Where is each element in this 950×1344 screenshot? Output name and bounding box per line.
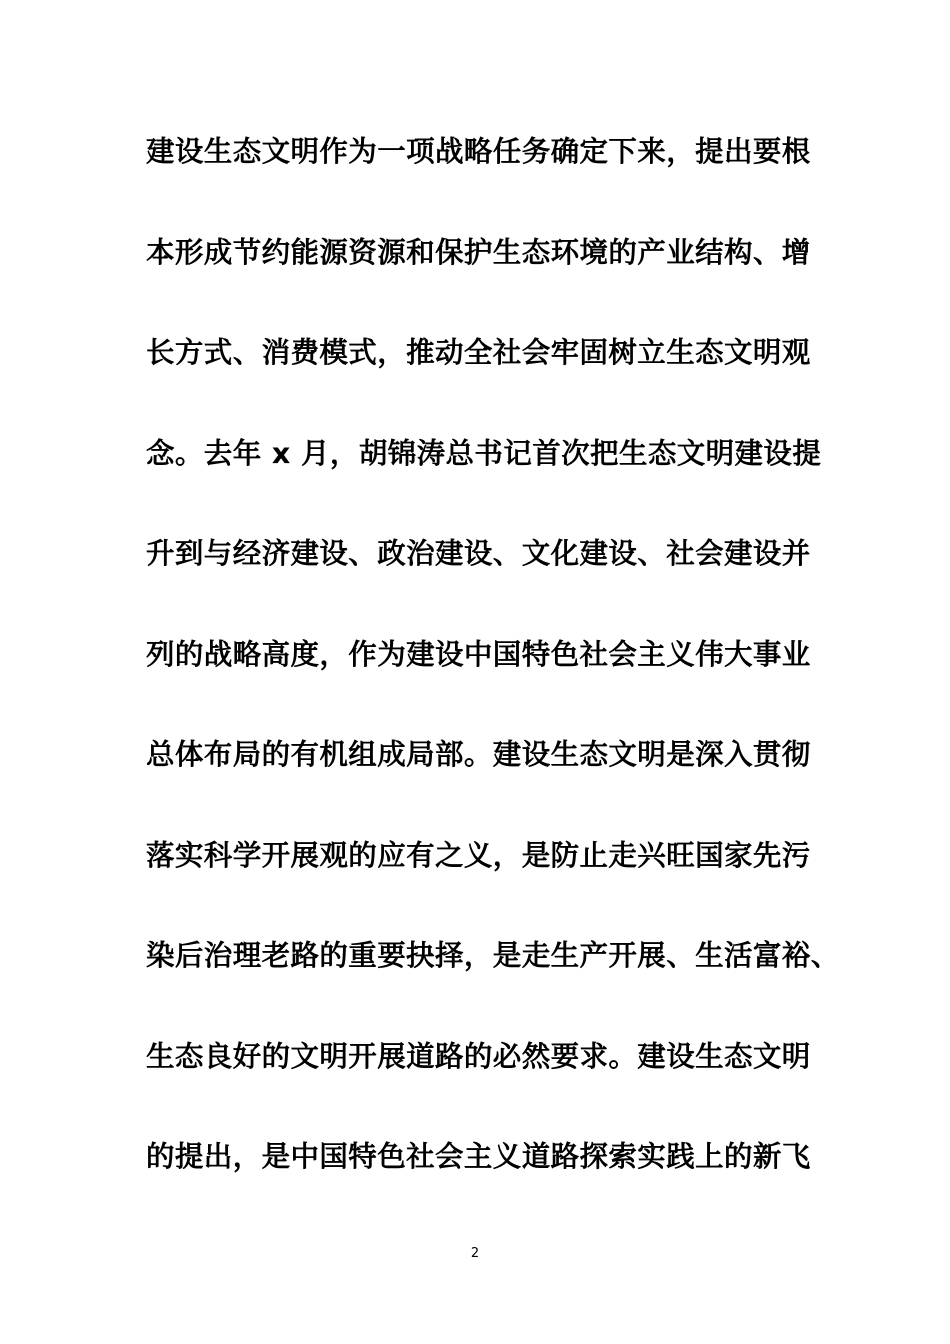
body-text (146, 127, 846, 1233)
text-line: 列的战略高度，作为建设中国特色社会主义伟大事业 (146, 637, 811, 671)
text-line: 长方式、消费模式，推动全社会牢固树立生态文明观 (146, 336, 811, 369)
text-line: 建设生态文明作为一项战略任务确定下来，提出要根 (146, 135, 811, 168)
text-line: 总体布局的有机组成局部。建设生态文明是深入贯彻 (146, 738, 811, 771)
page-number: 2 (470, 1246, 480, 1261)
text-line: 升到与经济建设、政治建设、文化建设、社会建设并 (146, 537, 811, 570)
text-line: 生态良好的文明开展道路的必然要求。建设生态文明 (146, 1039, 811, 1073)
text-line: 念。去年 x 月，胡锦涛总书记首次把生态文明建设提 (146, 436, 822, 470)
text-line: 的提出，是中国特色社会主义道路探索实践上的新飞 (146, 1140, 811, 1173)
text-line: 落实科学开展观的应有之义，是防止走兴旺国家先污 (146, 838, 811, 872)
text-line: 本形成节约能源资源和保护生态环境的产业结构、增 (146, 235, 811, 269)
text-line: 染后治理老路的重要抉择，是走生产开展、生活富裕、 (146, 939, 840, 972)
